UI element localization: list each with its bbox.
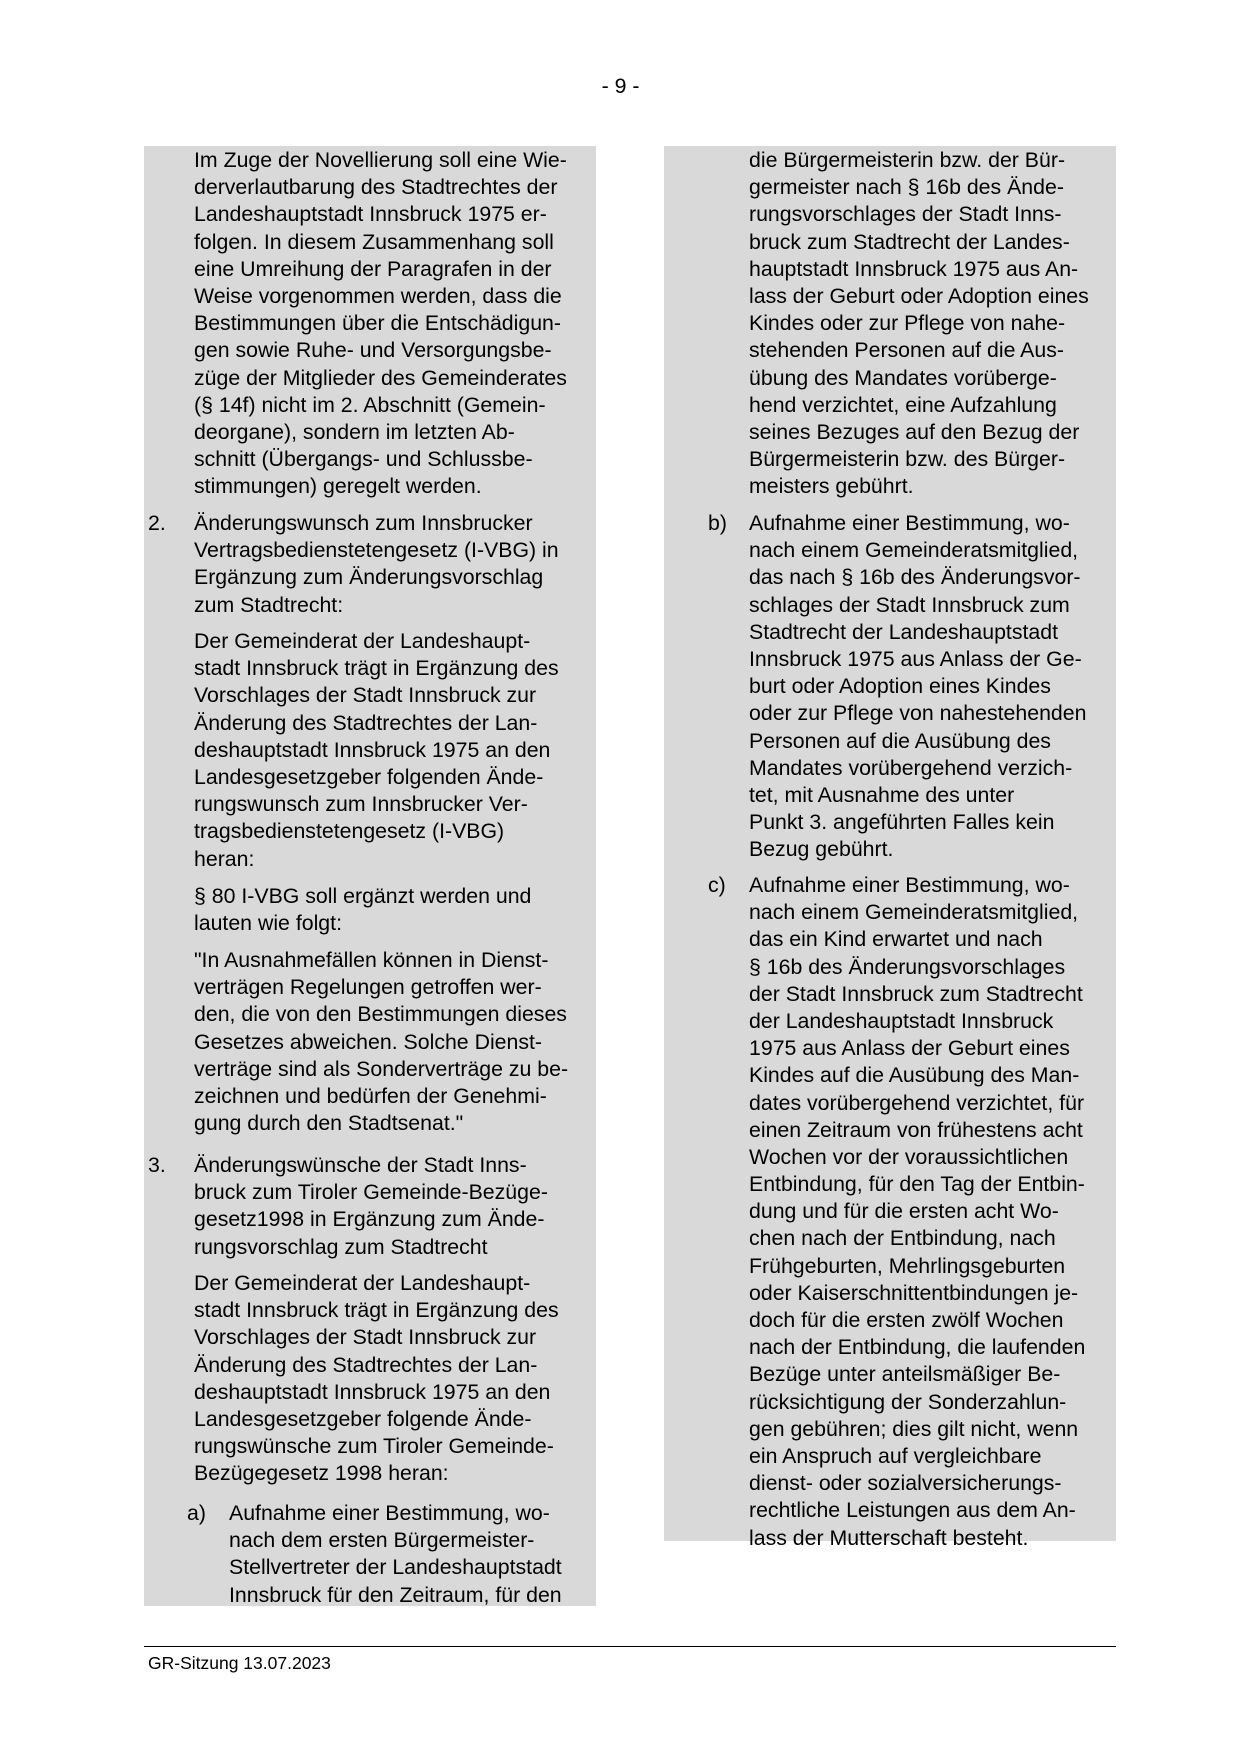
text-line: den, die von den Bestimmungen dieses: [194, 1002, 567, 1027]
text-line: Der Gemeinderat der Landeshaupt-: [194, 629, 531, 653]
text-line: "In Ausnahmefällen können in Dienst-: [194, 948, 549, 972]
text-line: bruck zum Tiroler Gemeinde-Bezüge-: [194, 1180, 548, 1205]
text-line: stehenden Personen auf die Aus-: [749, 338, 1064, 363]
text-line: das nach § 16b des Änderungsvor-: [749, 565, 1081, 590]
text-line: Frühgeburten, Mehrlingsgeburten: [749, 1253, 1066, 1278]
text-line: Vorschlages der Stadt Innsbruck zur: [194, 1325, 537, 1350]
item-3-paragraph-1: [194, 1270, 559, 1488]
item-3-title: [194, 1152, 548, 1261]
text-line: verträge sind als Sonderverträge zu be-: [194, 1056, 569, 1081]
text-line: zum Stadtrecht:: [194, 592, 344, 617]
sub-item-c-text: [749, 872, 1085, 1552]
text-line: nach einem Gemeinderatsmitglied,: [749, 900, 1079, 925]
text-line: Kindes oder zur Pflege von nahe-: [749, 311, 1066, 336]
text-line: lauten wie folgt:: [194, 911, 342, 936]
item-2-paragraph-2: [194, 883, 531, 937]
text-line: gung durch den Stadtsenat.": [194, 1111, 464, 1136]
text-line: Aufnahme einer Bestimmung, wo-: [749, 511, 1070, 535]
text-line: Aufnahme einer Bestimmung, wo-: [229, 1501, 550, 1525]
text-line: burt oder Adoption eines Kindes: [749, 674, 1051, 699]
text-line: stadt Innsbruck trägt in Ergänzung des: [194, 1298, 559, 1323]
text-line: bruck zum Stadtrecht der Landes-: [749, 229, 1070, 254]
item-2-number: 2.: [148, 511, 166, 535]
text-line: oder Kaiserschnittentbindungen je-: [749, 1280, 1079, 1305]
text-line: Bestimmungen über die Entschädigun-: [194, 311, 561, 336]
text-line: deorgane), sondern im letzten Ab-: [194, 419, 515, 444]
text-line: tragsbedienstetengesetz (I-VBG): [194, 819, 505, 844]
footer-divider: [144, 1646, 1116, 1647]
text-line: deshauptstadt Innsbruck 1975 an den: [194, 1379, 551, 1404]
text-line: derverlautbarung des Stadtrechtes der: [194, 175, 558, 200]
text-line: Änderungswünsche der Stadt Inns-: [194, 1153, 527, 1177]
text-line: Bürgermeisterin bzw. des Bürger-: [749, 447, 1066, 472]
text-line: nach der Entbindung, die laufenden: [749, 1335, 1086, 1360]
text-line: der Stadt Innsbruck zum Stadtrecht: [749, 981, 1083, 1006]
text-line: dung und für die ersten acht Wo-: [749, 1199, 1059, 1224]
text-line: die Bürgermeisterin bzw. der Bür-: [749, 148, 1066, 172]
text-line: Gesetzes abweichen. Solche Dienst-: [194, 1029, 543, 1054]
text-line: rechtliche Leistungen aus dem An-: [749, 1498, 1076, 1523]
text-line: chen nach der Entbindung, nach: [749, 1226, 1056, 1251]
text-line: Bezug gebührt.: [749, 837, 894, 862]
text-line: hend verzichtet, eine Aufzahlung: [749, 392, 1057, 417]
text-line: rungswunsch zum Innsbrucker Ver-: [194, 792, 528, 817]
text-line: lass der Geburt oder Adoption eines: [749, 283, 1089, 308]
text-line: Landesgesetzgeber folgenden Ände-: [194, 764, 544, 789]
text-line: züge der Mitglieder des Gemeinderates: [194, 365, 567, 390]
text-line: Kindes auf die Ausübung des Man-: [749, 1063, 1080, 1088]
text-line: Änderungswunsch zum Innsbrucker: [194, 511, 533, 535]
sub-item-a-label: a): [187, 1501, 206, 1525]
text-line: übung des Mandates vorüberge-: [749, 365, 1057, 390]
text-line: gen gebühren; dies gilt nicht, wenn: [749, 1416, 1079, 1441]
text-line: heran:: [194, 846, 255, 871]
text-line: stimmungen) geregelt werden.: [194, 474, 482, 499]
text-line: Bezügegesetz 1998 heran:: [194, 1461, 449, 1486]
text-line: gen sowie Ruhe- und Versorgungsbe-: [194, 338, 552, 363]
item-2-title: [194, 510, 559, 619]
sub-item-c-label: c): [708, 873, 726, 897]
text-line: eine Umreihung der Paragrafen in der: [194, 256, 552, 281]
text-line: Ergänzung zum Änderungsvorschlag: [194, 565, 544, 590]
text-line: Entbindung, für den Tag der Entbin-: [749, 1172, 1085, 1197]
text-line: meisters gebührt.: [749, 474, 914, 499]
text-line: 1975 aus Anlass der Geburt eines: [749, 1036, 1070, 1061]
text-line: hauptstadt Innsbruck 1975 aus An-: [749, 256, 1079, 281]
text-line: Landesgesetzgeber folgende Ände-: [194, 1406, 532, 1431]
text-line: seines Bezuges auf den Bezug der: [749, 419, 1080, 444]
text-line: Bezüge unter anteilsmäßiger Be-: [749, 1362, 1061, 1387]
text-line: tet, mit Ausnahme des unter: [749, 782, 1015, 807]
text-line: Änderung des Stadtrechtes der Lan-: [194, 1352, 538, 1377]
sub-item-b-label: b): [708, 511, 727, 535]
text-line: Personen auf die Ausübung des: [749, 728, 1051, 753]
text-line: folgen. In diesem Zusammenhang soll: [194, 229, 554, 254]
text-line: dienst- oder sozialversicherungs-: [749, 1471, 1062, 1496]
text-line: rungsvorschlages der Stadt Inns-: [749, 202, 1062, 227]
text-line: nach einem Gemeinderatsmitglied,: [749, 538, 1079, 563]
text-line: dates vorübergehend verzichtet, für: [749, 1090, 1085, 1115]
footer-meeting-date: GR-Sitzung 13.07.2023: [148, 1653, 331, 1673]
intro-paragraph: [194, 147, 567, 500]
text-line: rücksichtigung der Sonderzahlun-: [749, 1389, 1067, 1414]
text-line: einen Zeitraum von frühestens acht: [749, 1117, 1083, 1142]
text-line: (§ 14f) nicht im 2. Abschnitt (Gemein-: [194, 392, 546, 417]
text-line: rungswünsche zum Tiroler Gemeinde-: [194, 1434, 554, 1459]
text-line: Weise vorgenommen werden, dass die: [194, 283, 562, 308]
text-line: germeister nach § 16b des Ände-: [749, 175, 1064, 200]
text-line: Innsbruck 1975 aus Anlass der Ge-: [749, 646, 1082, 671]
sub-item-a-text: [229, 1500, 562, 1609]
text-line: stadt Innsbruck trägt in Ergänzung des: [194, 656, 559, 681]
text-line: oder zur Pflege von nahestehenden: [749, 701, 1087, 726]
text-line: doch für die ersten zwölf Wochen: [749, 1308, 1064, 1332]
text-line: lass der Mutterschaft besteht.: [749, 1525, 1029, 1550]
text-line: § 16b des Änderungsvorschlages: [749, 954, 1066, 979]
item-3-number: 3.: [148, 1153, 166, 1177]
text-line: Vorschlages der Stadt Innsbruck zur: [194, 683, 537, 708]
text-line: Landeshauptstadt Innsbruck 1975 er-: [194, 202, 547, 227]
item-2-quote: [194, 947, 568, 1137]
text-line: gesetz1998 in Ergänzung zum Ände-: [194, 1207, 545, 1232]
page-number: - 9 -: [601, 74, 640, 98]
text-line: Stadtrecht der Landeshauptstadt: [749, 619, 1059, 644]
text-line: Innsbruck für den Zeitraum, für den: [229, 1582, 562, 1607]
text-line: Wochen vor der voraussichtlichen: [749, 1144, 1069, 1169]
text-line: Vertragsbedienstetengesetz (I-VBG) in: [194, 538, 559, 563]
text-line: schnitt (Übergangs- und Schlussbe-: [194, 447, 533, 472]
text-line: Punkt 3. angeführten Falles kein: [749, 810, 1055, 835]
text-line: Mandates vorübergehend verzich-: [749, 755, 1073, 780]
text-line: deshauptstadt Innsbruck 1975 an den: [194, 737, 551, 762]
text-line: Aufnahme einer Bestimmung, wo-: [749, 873, 1070, 897]
text-line: Änderung des Stadtrechtes der Lan-: [194, 710, 538, 735]
sub-item-b-text: [749, 510, 1086, 863]
text-line: schlages der Stadt Innsbruck zum: [749, 592, 1070, 617]
text-line: nach dem ersten Bürgermeister-: [229, 1528, 535, 1553]
text-line: zeichnen und bedürfen der Genehmi-: [194, 1083, 547, 1108]
text-line: verträgen Regelungen getroffen wer-: [194, 975, 542, 1000]
item-2-paragraph-1: [194, 628, 559, 873]
sub-item-a-continued: [749, 147, 1089, 500]
text-line: Stellvertreter der Landeshauptstadt: [229, 1555, 562, 1580]
text-line: Im Zuge der Novellierung soll eine Wie-: [194, 148, 567, 172]
text-line: § 80 I-VBG soll ergänzt werden und: [194, 884, 532, 908]
text-line: der Landeshauptstadt Innsbruck: [749, 1008, 1054, 1033]
text-line: rungsvorschlag zum Stadtrecht: [194, 1234, 488, 1259]
text-line: das ein Kind erwartet und nach: [749, 927, 1043, 952]
text-line: Der Gemeinderat der Landeshaupt-: [194, 1271, 531, 1295]
text-line: ein Anspruch auf vergleichbare: [749, 1443, 1042, 1468]
